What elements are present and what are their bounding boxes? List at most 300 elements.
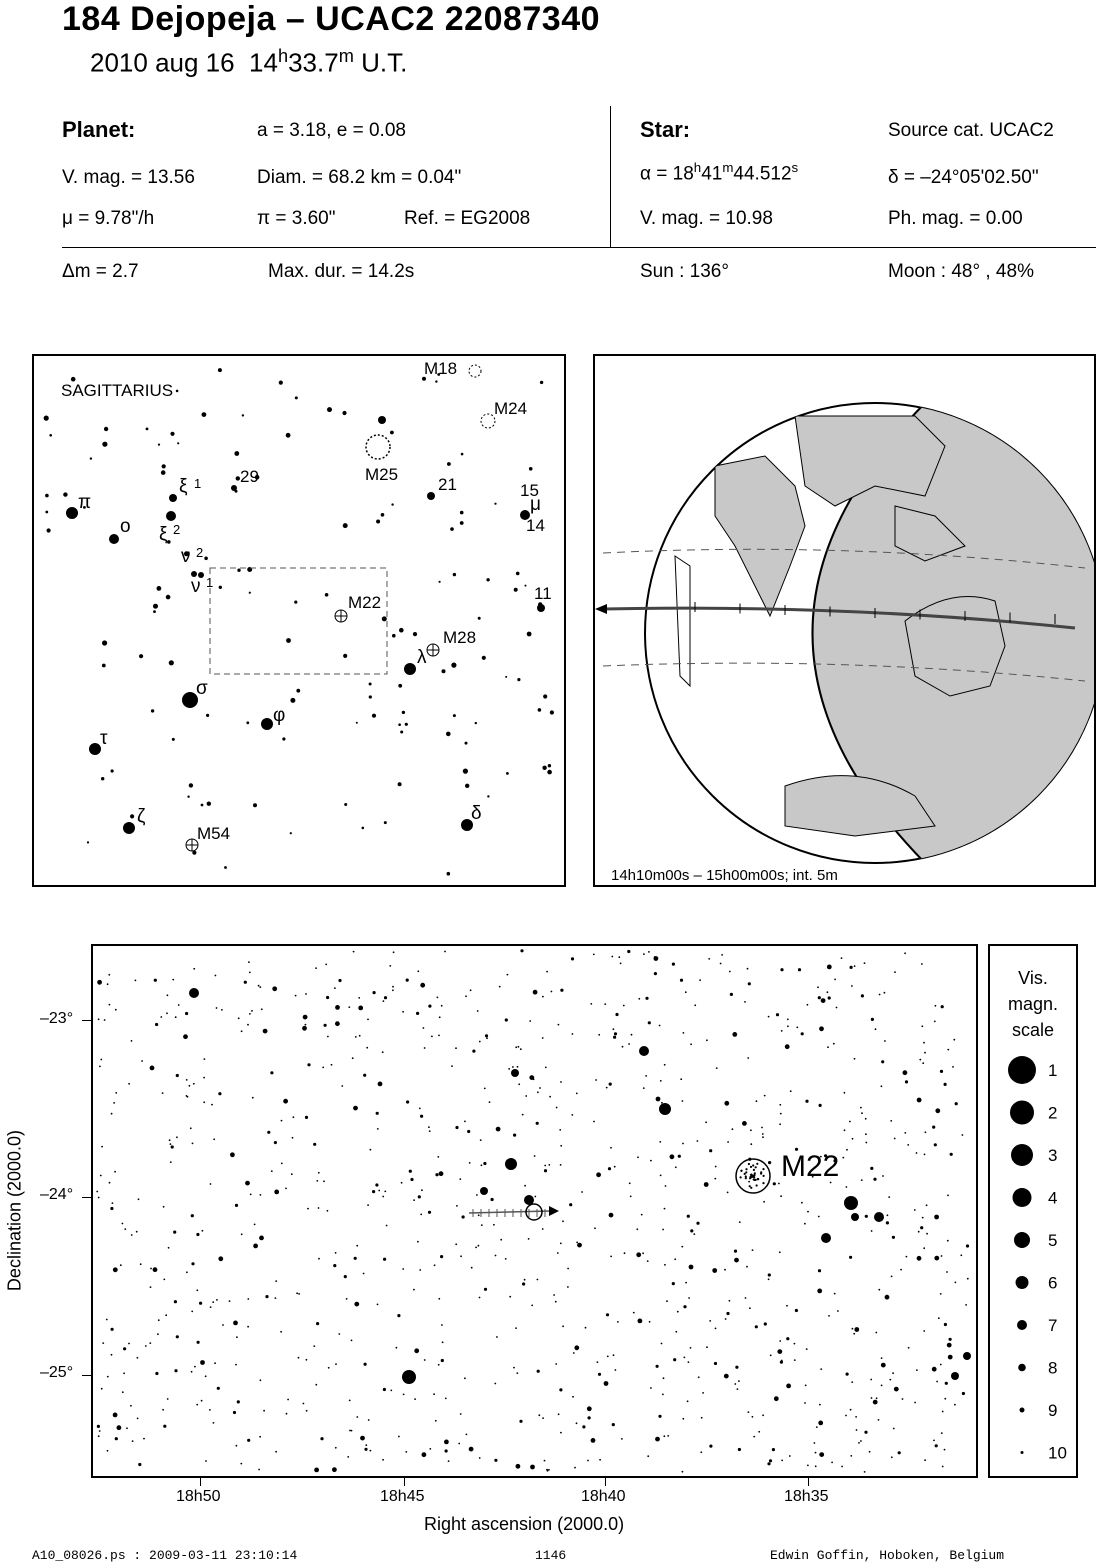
faint-star-dot xyxy=(562,1325,564,1327)
faint-star-dot xyxy=(505,1258,507,1260)
faint-star-dot xyxy=(465,995,467,997)
faint-star-dot xyxy=(508,1068,510,1070)
faint-star-dot xyxy=(104,1019,106,1021)
legend-dot-mag-4 xyxy=(1013,1188,1032,1207)
faint-star-dot xyxy=(442,669,446,673)
cluster-star-dot xyxy=(755,1166,757,1168)
faint-star-dot xyxy=(318,1258,320,1260)
faint-star-dot xyxy=(171,1145,174,1148)
faint-star-dot xyxy=(522,1114,524,1116)
faint-star-dot xyxy=(484,1288,487,1291)
faint-star-dot xyxy=(465,742,468,745)
faint-star-dot xyxy=(479,1041,481,1043)
faint-star-dot xyxy=(286,638,291,643)
faint-star-dot xyxy=(382,616,387,621)
faint-star-dot xyxy=(922,1217,924,1219)
faint-star-dot xyxy=(161,470,166,475)
faint-star-dot xyxy=(166,595,171,600)
faint-star-dot xyxy=(934,1021,936,1023)
faint-star-dot xyxy=(851,1381,853,1383)
faint-star-dot xyxy=(785,1044,790,1049)
faint-star-dot xyxy=(672,1282,675,1285)
faint-star-dot xyxy=(637,1156,639,1158)
faint-star-dot xyxy=(348,1006,350,1008)
faint-star-dot xyxy=(375,1183,378,1186)
faint-star-dot xyxy=(170,432,174,436)
faint-star-dot xyxy=(174,1300,177,1303)
faint-star-dot xyxy=(598,1034,600,1036)
faint-star-dot xyxy=(158,444,160,446)
legend-dot-mag-2 xyxy=(1010,1101,1034,1125)
faint-star-dot xyxy=(560,1432,562,1434)
faint-star-dot xyxy=(382,1051,384,1053)
faint-star-dot xyxy=(758,1431,760,1433)
faint-star-dot xyxy=(720,963,722,965)
faint-star-dot xyxy=(107,1450,109,1452)
faint-star-dot xyxy=(384,1191,386,1193)
faint-star-dot xyxy=(548,1469,550,1471)
faint-star-dot xyxy=(154,979,157,982)
legend-label-mag-10: 10 xyxy=(1048,1443,1067,1463)
faint-star-dot xyxy=(47,528,51,532)
faint-star-dot xyxy=(864,962,866,964)
faint-star-dot xyxy=(763,1201,765,1203)
faint-star-dot xyxy=(922,1062,924,1064)
bright-star-dot xyxy=(874,1212,884,1222)
faint-star-dot xyxy=(439,1016,441,1018)
planet-vmag: V. mag. = 13.56 xyxy=(62,167,195,188)
faint-star-dot xyxy=(774,1396,779,1401)
faint-star-dot xyxy=(748,982,751,985)
faint-star-dot xyxy=(764,1322,767,1325)
faint-star-dot xyxy=(168,1247,170,1249)
faint-star-dot xyxy=(296,689,300,693)
faint-star-dot xyxy=(533,990,538,995)
faint-star-dot xyxy=(860,1440,862,1442)
faint-star-dot xyxy=(295,396,298,399)
moon-info: Moon : 48° , 48% xyxy=(888,261,1034,282)
faint-star-dot xyxy=(749,1307,751,1309)
cluster-star-dot xyxy=(752,1176,754,1178)
cluster-star-dot xyxy=(745,1168,747,1170)
cluster-star-dot xyxy=(753,1169,755,1171)
faint-star-dot xyxy=(633,1312,635,1314)
faint-star-dot xyxy=(419,1269,421,1271)
legend-dot-mag-10 xyxy=(1021,1451,1024,1454)
faint-star-dot xyxy=(593,954,595,956)
faint-star-dot xyxy=(352,1057,354,1059)
faint-star-dot xyxy=(418,1195,421,1198)
faint-star-dot xyxy=(437,997,439,999)
faint-star-dot xyxy=(871,1397,873,1399)
faint-star-dot xyxy=(137,1418,139,1420)
faint-star-dot xyxy=(780,1195,782,1197)
faint-star-dot xyxy=(850,1409,852,1411)
faint-star-dot xyxy=(786,1384,791,1389)
faint-star-dot xyxy=(438,1035,440,1037)
faint-star-dot xyxy=(941,1005,944,1008)
faint-star-dot xyxy=(398,1436,400,1438)
bright-star-dot xyxy=(378,416,386,424)
faint-star-dot xyxy=(938,1317,940,1319)
faint-star-dot xyxy=(417,970,419,972)
faint-star-dot xyxy=(305,1024,307,1026)
finder-stars xyxy=(44,368,554,875)
cluster-m24-icon xyxy=(481,414,495,428)
faint-star-dot xyxy=(542,996,544,998)
faint-star-dot xyxy=(494,1459,497,1462)
label-nu1: ν xyxy=(191,576,201,597)
faint-star-dot xyxy=(945,1382,948,1385)
faint-star-dot xyxy=(174,1369,177,1372)
faint-star-dot xyxy=(322,1067,324,1069)
faint-star-dot xyxy=(479,1457,481,1459)
legend-title-2: magn. xyxy=(1007,994,1059,1014)
faint-star-dot xyxy=(531,1305,533,1307)
faint-star-dot xyxy=(548,1164,550,1166)
faint-star-dot xyxy=(486,578,489,581)
faint-star-dot xyxy=(233,1411,236,1414)
faint-star-dot xyxy=(727,1141,729,1143)
faint-star-dot xyxy=(701,1417,703,1419)
faint-star-dot xyxy=(101,1146,103,1148)
faint-star-dot xyxy=(172,738,175,741)
faint-star-dot xyxy=(480,1139,482,1141)
faint-star-dot xyxy=(157,1333,159,1335)
faint-star-dot xyxy=(560,1081,562,1083)
faint-star-dot xyxy=(738,1380,740,1382)
faint-star-dot xyxy=(229,1300,231,1302)
faint-star-dot xyxy=(658,1415,661,1418)
faint-star-dot xyxy=(422,1452,427,1457)
event-time-hours: 14 xyxy=(249,47,278,78)
faint-star-dot xyxy=(393,951,395,953)
faint-star-dot xyxy=(500,1239,502,1241)
faint-star-dot xyxy=(557,1252,559,1254)
faint-star-dot xyxy=(216,1007,218,1009)
faint-star-dot xyxy=(335,1021,340,1026)
faint-star-dot xyxy=(947,1049,949,1051)
faint-star-dot xyxy=(460,1255,462,1257)
faint-star-dot xyxy=(111,769,114,772)
faint-star-dot xyxy=(172,979,174,981)
faint-star-dot xyxy=(696,1222,699,1225)
event-datetime: 2010 aug 16 14$^h$33.7$^m$ U.T. xyxy=(90,46,408,78)
faint-star-dot xyxy=(191,1214,194,1217)
faint-star-dot xyxy=(296,1292,298,1294)
star-vmag: V. mag. = 10.98 xyxy=(640,208,773,229)
faint-star-dot xyxy=(780,968,783,971)
faint-star-dot xyxy=(259,1436,261,1438)
faint-star-dot xyxy=(861,1112,863,1114)
faint-star-dot xyxy=(516,1464,521,1469)
star-ra-hours: α = 18 xyxy=(640,163,694,185)
faint-star-dot xyxy=(447,872,451,876)
faint-star-dot xyxy=(428,1005,431,1008)
faint-star-dot xyxy=(787,1025,789,1027)
faint-star-dot xyxy=(306,1359,308,1361)
faint-star-dot xyxy=(661,1102,663,1104)
faint-star-dot xyxy=(328,1367,330,1369)
bright-star-dot xyxy=(402,1370,416,1384)
label-xi1: ξ xyxy=(179,476,188,497)
faint-star-dot xyxy=(917,1098,922,1103)
faint-star-dot xyxy=(817,986,819,988)
footer-page: 1146 xyxy=(535,1548,567,1563)
faint-star-dot xyxy=(624,1252,626,1254)
faint-star-dot xyxy=(343,654,347,658)
label-21: 21 xyxy=(438,475,457,494)
faint-star-dot xyxy=(869,1451,871,1453)
faint-star-dot xyxy=(664,1264,666,1266)
faint-star-dot xyxy=(151,709,154,712)
x-tick-18h35: 18h35 xyxy=(784,1488,829,1505)
faint-star-dot xyxy=(246,721,249,724)
y-tick-minus24: –24° xyxy=(40,1186,74,1203)
cluster-star-dot xyxy=(750,1187,752,1189)
star-heading: Star: xyxy=(640,117,691,142)
faint-star-dot xyxy=(390,1390,392,1392)
faint-star-dot xyxy=(63,492,67,496)
faint-star-dot xyxy=(709,1149,712,1152)
faint-star-dot xyxy=(892,1236,895,1239)
faint-star-dot xyxy=(795,1309,798,1312)
label-14: 14 xyxy=(526,516,545,535)
faint-star-dot xyxy=(413,1199,415,1201)
faint-star-dot xyxy=(438,1364,440,1366)
faint-star-dot xyxy=(313,1345,315,1347)
faint-star-dot xyxy=(265,1295,268,1298)
faint-star-dot xyxy=(221,1009,223,1011)
faint-star-dot xyxy=(383,1258,386,1261)
faint-star-dot xyxy=(186,1079,188,1081)
faint-star-dot xyxy=(879,994,881,996)
faint-star-dot xyxy=(429,1448,431,1450)
faint-star-dot xyxy=(130,814,134,818)
faint-star-dot xyxy=(442,1341,444,1343)
faint-star-dot xyxy=(313,1143,316,1146)
faint-star-dot xyxy=(514,588,518,592)
faint-star-dot xyxy=(314,1468,319,1473)
faint-star-dot xyxy=(747,968,749,970)
faint-star-dot xyxy=(400,731,403,734)
faint-star-dot xyxy=(369,683,372,686)
faint-star-dot xyxy=(421,1189,423,1191)
faint-star-dot xyxy=(122,1223,124,1225)
faint-star-dot xyxy=(888,1196,890,1198)
faint-star-dot xyxy=(550,710,554,714)
faint-star-dot xyxy=(101,777,104,780)
faint-star-dot xyxy=(318,1207,320,1209)
faint-star-dot xyxy=(445,1449,448,1452)
faint-star-dot xyxy=(146,428,149,431)
faint-star-dot xyxy=(921,1025,923,1027)
faint-star-dot xyxy=(682,1143,684,1145)
faint-star-dot xyxy=(487,795,489,797)
faint-star-dot xyxy=(240,1463,242,1465)
faint-star-dot xyxy=(588,1416,591,1419)
faint-star-dot xyxy=(940,1364,942,1366)
faint-star-dot xyxy=(732,1128,734,1130)
faint-star-dot xyxy=(944,1398,946,1400)
faint-star-dot xyxy=(852,1138,854,1140)
faint-star-dot xyxy=(471,1267,473,1269)
faint-star-dot xyxy=(466,1434,468,1436)
faint-star-dot xyxy=(520,1048,522,1050)
faint-star-dot xyxy=(642,1252,644,1254)
faint-star-dot xyxy=(413,1289,415,1291)
faint-star-dot xyxy=(216,1299,218,1301)
faint-star-dot xyxy=(604,1381,609,1386)
faint-star-dot xyxy=(298,1357,300,1359)
faint-star-dot xyxy=(149,1342,151,1344)
label-mu: μ xyxy=(530,494,541,515)
faint-star-dot xyxy=(762,1414,764,1416)
faint-star-dot xyxy=(303,1403,305,1405)
faint-star-dot xyxy=(836,1007,838,1009)
faint-star-dot xyxy=(656,1097,661,1102)
legend-dot-mag-8 xyxy=(1018,1364,1026,1372)
faint-star-dot xyxy=(456,1205,458,1207)
faint-star-dot xyxy=(865,1133,867,1135)
cluster-star-dot xyxy=(748,1163,750,1165)
faint-star-dot xyxy=(609,1083,612,1086)
faint-star-dot xyxy=(99,1066,101,1068)
faint-star-dot xyxy=(934,1256,939,1261)
faint-star-dot xyxy=(919,1059,921,1061)
faint-star-dot xyxy=(884,992,886,994)
footer-author: Edwin Goffin, Hoboken, Belgium xyxy=(770,1548,1005,1563)
faint-star-dot xyxy=(496,1336,498,1338)
faint-star-dot xyxy=(643,1087,645,1089)
faint-star-dot xyxy=(335,1447,337,1449)
planet-motion: μ = 9.78"/h xyxy=(62,208,155,229)
faint-star-dot xyxy=(670,1154,675,1159)
legend-dot-mag-9 xyxy=(1020,1408,1025,1413)
faint-star-dot xyxy=(682,1418,684,1420)
faint-star-dot xyxy=(250,1194,252,1196)
faint-star-dot xyxy=(614,1166,616,1168)
faint-star-dot xyxy=(378,1190,380,1192)
faint-star-dot xyxy=(881,1363,886,1368)
faint-star-dot xyxy=(254,1224,256,1226)
faint-star-dot xyxy=(391,503,393,505)
faint-star-dot xyxy=(715,1328,717,1330)
faint-star-dot xyxy=(537,1370,540,1373)
faint-star-dot xyxy=(558,1413,560,1415)
label-phi: φ xyxy=(273,705,286,726)
faint-star-dot xyxy=(706,1039,708,1041)
x-tick-mark xyxy=(200,1478,201,1486)
faint-star-dot xyxy=(191,1262,194,1265)
faint-star-dot xyxy=(627,950,630,953)
y-tick-minus23: –23° xyxy=(40,1010,74,1027)
faint-star-dot xyxy=(944,1449,946,1451)
faint-star-dot xyxy=(263,1410,265,1412)
bright-star-dot xyxy=(659,1103,671,1115)
faint-star-dot xyxy=(816,1426,818,1428)
faint-star-dot xyxy=(742,1121,747,1126)
faint-star-dot xyxy=(593,1121,595,1123)
faint-star-dot xyxy=(450,527,454,531)
faint-star-dot xyxy=(203,1101,205,1103)
faint-star-dot xyxy=(453,573,456,576)
faint-star-dot xyxy=(333,1264,336,1267)
faint-star-dot xyxy=(170,1161,172,1163)
faint-star-dot xyxy=(359,1035,361,1037)
faint-star-dot xyxy=(298,1293,300,1295)
faint-star-dot xyxy=(384,996,387,999)
faint-star-dot xyxy=(687,1215,690,1218)
faint-star-dot xyxy=(384,821,387,824)
faint-star-dot xyxy=(849,1256,852,1259)
faint-star-dot xyxy=(98,1435,100,1437)
faint-star-dot xyxy=(950,1153,953,1156)
magnitude-legend xyxy=(988,944,1078,1478)
faint-star-dot xyxy=(185,1012,188,1015)
faint-star-dot xyxy=(786,1305,788,1307)
faint-star-dot xyxy=(571,1114,573,1116)
faint-star-dot xyxy=(529,1020,531,1022)
faint-star-dot xyxy=(207,802,211,806)
faint-star-dot xyxy=(649,1321,651,1323)
faint-star-dot xyxy=(891,1456,893,1458)
faint-star-dot xyxy=(781,1030,783,1032)
faint-star-dot xyxy=(685,991,687,993)
faint-star-dot xyxy=(697,1140,699,1142)
faint-star-dot xyxy=(779,1340,781,1342)
legend-title-3: scale xyxy=(1011,1020,1055,1040)
faint-star-dot xyxy=(409,1170,412,1173)
faint-star-dot xyxy=(591,1438,596,1443)
faint-star-dot xyxy=(183,1034,188,1039)
faint-star-dot xyxy=(621,1438,623,1440)
faint-star-dot xyxy=(155,1372,158,1375)
faint-star-dot xyxy=(574,1345,579,1350)
faint-star-dot xyxy=(551,991,553,993)
faint-star-dot xyxy=(674,1258,676,1260)
page-title: 184 Dejopeja – UCAC2 22087340 xyxy=(62,0,601,38)
faint-star-dot xyxy=(327,407,332,412)
bright-star-dot xyxy=(951,1372,959,1380)
faint-star-dot xyxy=(636,1252,641,1257)
faint-star-dot xyxy=(804,1402,806,1404)
faint-star-dot xyxy=(338,1333,340,1335)
faint-star-dot xyxy=(524,1279,526,1281)
bright-star-dot xyxy=(963,1352,971,1360)
finder-chart xyxy=(32,354,566,887)
faint-star-dot xyxy=(805,1385,807,1387)
faint-star-dot xyxy=(828,1315,830,1317)
faint-star-dot xyxy=(898,1451,901,1454)
faint-star-dot xyxy=(477,1010,479,1012)
faint-star-dot xyxy=(218,1092,221,1095)
faint-star-dot xyxy=(355,1036,357,1038)
faint-star-dot xyxy=(662,1229,664,1231)
legend-label-mag-3: 3 xyxy=(1048,1146,1058,1165)
faint-star-dot xyxy=(481,1224,483,1226)
faint-star-dot xyxy=(558,1024,560,1026)
faint-star-dot xyxy=(45,494,49,498)
faint-star-dot xyxy=(516,1372,518,1374)
faint-star-dot xyxy=(762,1136,764,1138)
faint-star-dot xyxy=(234,451,239,456)
faint-star-dot xyxy=(770,1355,772,1357)
faint-star-dot xyxy=(698,1376,700,1378)
faint-star-dot xyxy=(242,414,244,416)
faint-star-dot xyxy=(903,1070,908,1075)
faint-star-dot xyxy=(727,1192,729,1194)
